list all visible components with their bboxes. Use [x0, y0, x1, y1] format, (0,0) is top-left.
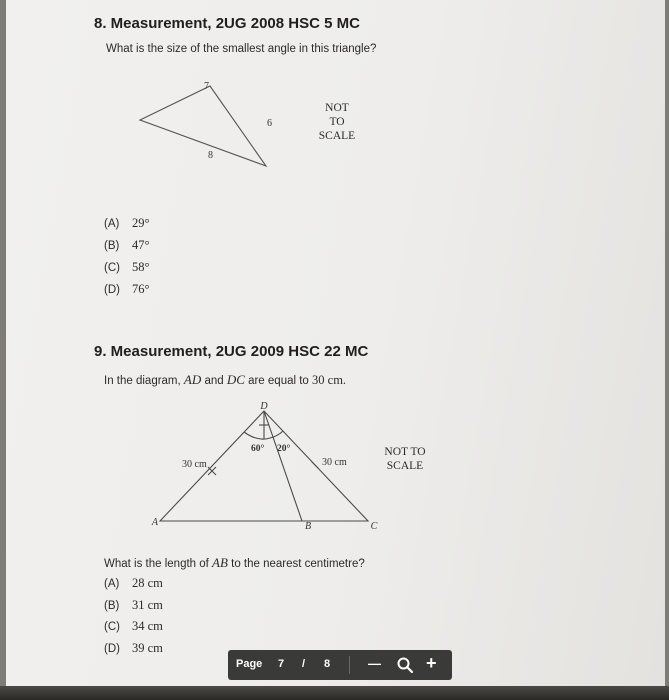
- question-9-text: In the diagram, AD and DC are equal to 30 cm.: [104, 372, 347, 387]
- total-pages: 8: [324, 658, 331, 670]
- not-to-scale-note-q9: [374, 445, 436, 473]
- vertex-label-c: C: [370, 521, 378, 532]
- option-c: (C) 34 cm: [104, 619, 163, 633]
- question-8-text: What is the size of the smallest angle in this triangle?: [106, 43, 377, 55]
- document-page: [6, 0, 665, 700]
- side-label-top: 7: [204, 81, 209, 92]
- segment-db: [264, 411, 302, 521]
- option-d: (D) 76°: [104, 282, 150, 296]
- triangle-q8: [140, 86, 266, 166]
- note-line: NOT: [325, 102, 349, 114]
- question-8-title: 8. Measurement, 2UG 2008 HSC 5 MC: [94, 15, 360, 32]
- vertex-label-a: A: [151, 517, 158, 528]
- vertex-label-b: B: [304, 521, 312, 532]
- option-b: (B) 31 cm: [104, 598, 163, 612]
- question-9-title: 9. Measurement, 2UG 2009 HSC 22 MC: [94, 343, 369, 360]
- page-navigation-bar: [228, 650, 452, 680]
- side-label-ad: 30 cm: [182, 459, 207, 470]
- page-label: Page: [236, 658, 263, 670]
- side-label-dc: 30 cm: [322, 457, 347, 468]
- option-a: (A) 29°: [104, 216, 150, 230]
- tick-right: [312, 462, 318, 468]
- option-c: (C) 58°: [104, 260, 150, 274]
- question-9-prompt: What is the length of AB to the nearest centimetre?: [104, 555, 365, 570]
- note-line: SCALE: [386, 460, 424, 472]
- current-page-number[interactable]: 7: [278, 658, 285, 670]
- not-to-scale-note-q8: [312, 101, 362, 143]
- screen-bottom-edge: [0, 686, 669, 700]
- angle-label-60: 60°: [251, 444, 265, 454]
- vertex-label-d: D: [260, 401, 268, 412]
- triangle-diagram-q9: [146, 395, 396, 535]
- note-line: TO: [329, 116, 345, 128]
- zoom-icon[interactable]: [396, 656, 414, 674]
- page-separator: /: [302, 658, 306, 670]
- option-b: (B) 47°: [104, 238, 150, 252]
- zoom-in-button[interactable]: +: [426, 653, 437, 673]
- side-label-bottom: 8: [208, 150, 213, 161]
- option-d: (D) 39 cm: [104, 641, 163, 655]
- side-label-right: 6: [267, 118, 272, 129]
- note-line: NOT TO: [384, 446, 426, 458]
- angle-label-20: 20°: [277, 444, 291, 454]
- note-line: SCALE: [318, 130, 356, 142]
- option-a: (A) 28 cm: [104, 576, 163, 590]
- triangle-diagram-q8: [126, 70, 286, 180]
- angle-arc-60: [244, 432, 270, 439]
- zoom-out-button[interactable]: —: [368, 656, 381, 671]
- toolbar-divider: [349, 656, 350, 674]
